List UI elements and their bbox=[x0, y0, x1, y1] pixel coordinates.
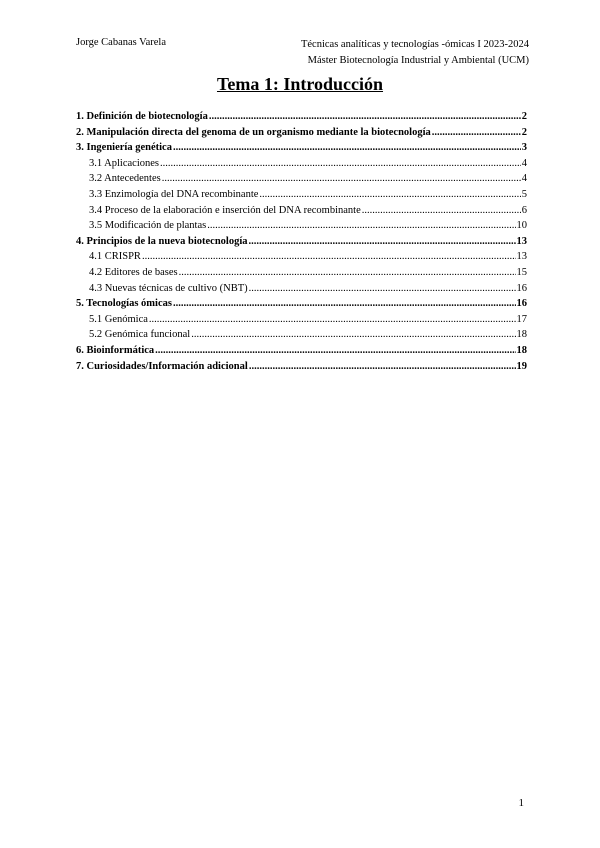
toc-entry-title: 3.5 Modificación de plantas bbox=[89, 220, 207, 232]
toc-entry-page: 16 bbox=[516, 298, 527, 310]
toc-dot-leader bbox=[179, 267, 516, 278]
toc-entry-title: 4.3 Nuevas técnicas de cultivo (NBT) bbox=[89, 282, 248, 294]
toc-entry-page: 4 bbox=[521, 157, 527, 169]
header-program: Máster Biotecnología Industrial y Ambiental (UCM) bbox=[307, 55, 529, 66]
toc-dot-leader bbox=[160, 158, 521, 169]
toc-entry-page: 5 bbox=[521, 188, 527, 200]
toc-entry-page: 19 bbox=[516, 360, 527, 372]
toc-entry-page: 2 bbox=[521, 111, 527, 122]
toc-dot-leader bbox=[162, 173, 521, 184]
toc-entry[interactable] bbox=[76, 158, 527, 174]
toc-entry-page: 10 bbox=[516, 220, 527, 232]
toc-dot-leader bbox=[249, 236, 516, 247]
toc-entry[interactable] bbox=[76, 111, 527, 127]
toc-entry[interactable] bbox=[76, 283, 527, 299]
toc-entry[interactable] bbox=[76, 345, 527, 361]
toc-entry-page: 13 bbox=[516, 251, 527, 263]
toc-entry[interactable] bbox=[76, 173, 527, 189]
toc-entry-title: 7. Curiosidades/Información adicional bbox=[76, 360, 248, 372]
toc-entry-page: 4 bbox=[521, 173, 527, 185]
header-course: Técnicas analíticas y tecnologías -ómicas I 2023-2024 bbox=[300, 39, 529, 50]
toc-entry[interactable] bbox=[76, 189, 527, 205]
toc-entry[interactable] bbox=[76, 220, 527, 236]
header-course-info bbox=[301, 37, 529, 69]
document-title: Tema 1: Introducción bbox=[216, 74, 384, 94]
toc-dot-leader bbox=[191, 329, 515, 340]
toc-dot-leader bbox=[249, 361, 516, 372]
toc-entry[interactable] bbox=[76, 236, 527, 252]
toc-dot-leader bbox=[209, 111, 521, 122]
toc-entry-title: 5. Tecnologías ómicas bbox=[76, 298, 172, 310]
toc-entry-title: 5.1 Genómica bbox=[89, 313, 148, 325]
toc-entry-page: 15 bbox=[516, 266, 527, 278]
toc-entry[interactable] bbox=[76, 267, 527, 283]
toc-entry-page: 13 bbox=[516, 235, 527, 247]
toc-dot-leader bbox=[207, 220, 515, 231]
toc-entry[interactable] bbox=[76, 127, 527, 143]
toc-entry-title: 3.4 Proceso de la elaboración e inserción del DNA recombinante bbox=[89, 204, 361, 216]
toc-entry-title: 3.3 Enzimología del DNA recombinante bbox=[89, 188, 259, 200]
toc-entry-page: 16 bbox=[516, 282, 527, 294]
toc-entry[interactable] bbox=[76, 298, 527, 314]
toc-entry-title: 1. Definición de biotecnología bbox=[76, 111, 208, 122]
toc-dot-leader bbox=[149, 314, 516, 325]
table-of-contents bbox=[76, 111, 527, 376]
toc-dot-leader bbox=[362, 205, 521, 216]
toc-entry[interactable] bbox=[76, 142, 527, 158]
toc-dot-leader bbox=[249, 283, 516, 294]
toc-entry[interactable] bbox=[76, 205, 527, 221]
toc-dot-leader bbox=[155, 345, 515, 356]
toc-dot-leader bbox=[259, 189, 520, 200]
header-author: Jorge Cabanas Varela bbox=[76, 37, 166, 48]
toc-entry-title: 4.2 Editores de bases bbox=[89, 266, 178, 278]
toc-entry-page: 18 bbox=[516, 329, 527, 341]
toc-entry-page: 6 bbox=[521, 204, 527, 216]
toc-entry-title: 2. Manipulación directa del genoma de un organismo mediante la biotecnología bbox=[76, 126, 431, 138]
toc-entry[interactable] bbox=[76, 251, 527, 267]
page-number: 1 bbox=[518, 797, 524, 809]
toc-entry-page: 2 bbox=[521, 126, 527, 138]
toc-dot-leader bbox=[142, 251, 516, 262]
toc-entry[interactable] bbox=[76, 314, 527, 330]
toc-entry-title: 3. Ingeniería genética bbox=[76, 142, 172, 154]
toc-entry-page: 17 bbox=[516, 313, 527, 325]
toc-entry-title: 3.1 Aplicaciones bbox=[89, 157, 159, 169]
toc-entry-title: 5.2 Genómica funcional bbox=[89, 329, 191, 341]
toc-entry[interactable] bbox=[76, 329, 527, 345]
toc-dot-leader bbox=[432, 127, 521, 138]
toc-entry-title: 3.2 Antecedentes bbox=[89, 173, 161, 185]
toc-entry-title: 6. Bioinformática bbox=[76, 344, 155, 356]
toc-dot-leader bbox=[173, 142, 521, 153]
toc-entry-page: 18 bbox=[516, 344, 527, 356]
toc-dot-leader bbox=[173, 298, 516, 309]
toc-entry-title: 4. Principios de la nueva biotecnología bbox=[76, 235, 248, 247]
toc-entry-page: 3 bbox=[521, 142, 527, 154]
toc-entry[interactable] bbox=[76, 361, 527, 377]
toc-entry-title: 4.1 CRISPR bbox=[89, 251, 141, 263]
